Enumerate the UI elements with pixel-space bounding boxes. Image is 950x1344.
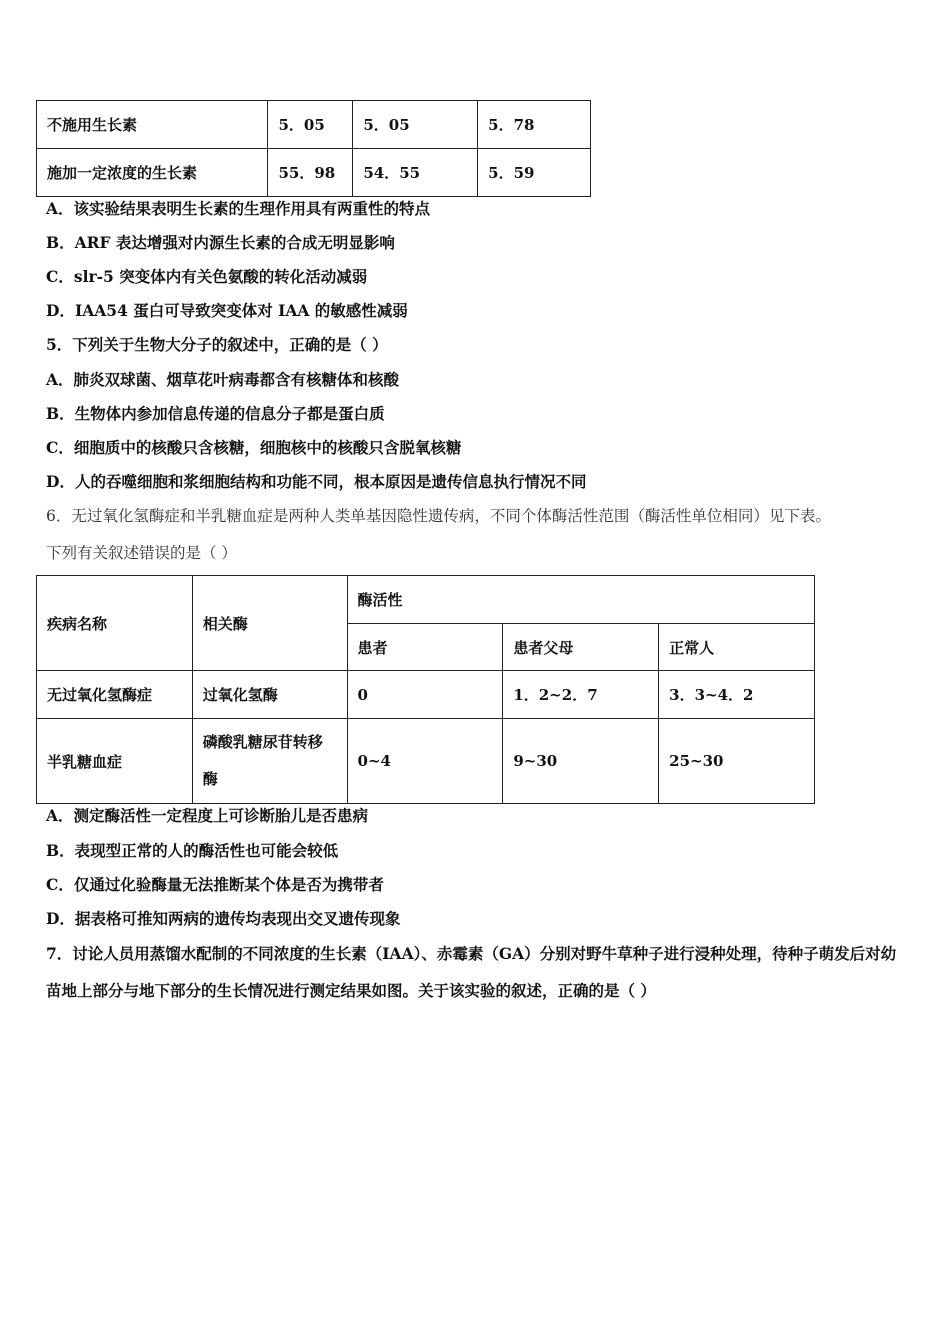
table-cell: 5．05	[353, 101, 478, 149]
table-cell: 5．59	[478, 149, 591, 197]
q6-option-d: D．据表格可推知两病的遗传均表现出交叉遗传现象	[46, 909, 401, 928]
growth-table	[36, 100, 591, 197]
q4-option-a: A．该实验结果表明生长素的生理作用具有两重性的特点	[46, 199, 431, 218]
table-cell: 5．78	[478, 101, 591, 149]
q6-stem-line1: 6．无过氧化氢酶症和半乳糖血症是两种人类单基因隐性遗传病，不同个体酶活性范围（酶活性单位相同）见下表。	[46, 507, 831, 525]
q6-stem-line2: 下列有关叙述错误的是（ ）	[46, 544, 237, 562]
parents-cell: 9~30	[503, 719, 659, 804]
q6-option-a: A．测定酶活性一定程度上可诊断胎儿是否患病	[46, 806, 369, 825]
normal-cell: 25~30	[659, 719, 815, 804]
header-related-enzyme: 相关酶	[192, 576, 347, 671]
q5-option-c: C．细胞质中的核酸只含核糖，细胞核中的核酸只含脱氧核糖	[46, 438, 462, 457]
q5-option-d: D．人的吞噬细胞和浆细胞结构和功能不同，根本原因是遗传信息执行情况不同	[46, 472, 587, 491]
q7-stem: 7．讨论人员用蒸馏水配制的不同浓度的生长素（IAA）、赤霉素（GA）分别对野牛草种子进行浸种处理，待种子萌发后对幼苗地上部分与地下部分的生长情况进行测定结果如图。关于该实验的叙述，正确的是（ ）	[46, 944, 897, 1000]
q5-option-a: A．肺炎双球菌、烟草花叶病毒都含有核糖体和核酸	[46, 370, 400, 389]
enzyme-activity-table	[36, 575, 815, 804]
disease-cell: 半乳糖血症	[37, 719, 193, 804]
header-enzyme-activity: 酶活性	[347, 576, 814, 624]
header-parents: 患者父母	[503, 624, 659, 671]
enzyme-cell: 磷酸乳糖尿苷转移酶	[192, 719, 347, 804]
row-label: 施加一定浓度的生长素	[37, 149, 268, 197]
table-cell: 54．55	[353, 149, 478, 197]
table-row	[37, 719, 815, 804]
table-row	[37, 671, 815, 719]
q4-option-d: D．IAA54 蛋白可导致突变体对 IAA 的敏感性减弱	[46, 301, 408, 320]
patient-cell: 0	[347, 671, 503, 719]
table-cell: 55．98	[268, 149, 353, 197]
enzyme-cell: 过氧化氢酶	[192, 671, 347, 719]
parents-cell: 1．2~2．7	[503, 671, 659, 719]
q5-option-b: B．生物体内参加信息传递的信息分子都是蛋白质	[46, 404, 385, 423]
disease-cell: 无过氧化氢酶症	[37, 671, 193, 719]
normal-cell: 3．3~4．2	[659, 671, 815, 719]
header-disease-name: 疾病名称	[37, 576, 193, 671]
patient-cell: 0~4	[347, 719, 503, 804]
row-label: 不施用生长素	[37, 101, 268, 149]
header-patient: 患者	[347, 624, 503, 671]
q5-stem: 5．下列关于生物大分子的叙述中，正确的是（ ）	[46, 335, 388, 354]
table-cell: 5．05	[268, 101, 353, 149]
q4-option-c: C．slr-5 突变体内有关色氨酸的转化活动减弱	[46, 267, 368, 286]
q6-option-c: C．仅通过化验酶量无法推断某个体是否为携带者	[46, 875, 384, 894]
q4-option-b: B．ARF 表达增强对内源生长素的合成无明显影响	[46, 233, 395, 252]
header-normal: 正常人	[659, 624, 815, 671]
q6-option-b: B．表现型正常的人的酶活性也可能会较低	[46, 841, 339, 860]
table-row	[37, 149, 591, 197]
table-row	[37, 101, 591, 149]
